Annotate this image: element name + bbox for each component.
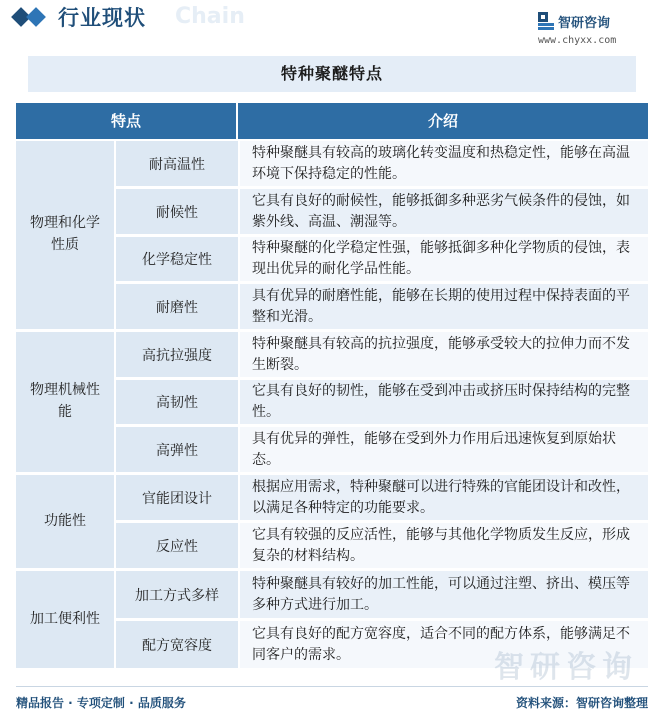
footer-slogan: 精品报告 · 专项定制 · 品质服务 xyxy=(16,696,186,710)
feature-cell: 加工方式多样 xyxy=(114,571,238,619)
footer-divider xyxy=(16,686,648,687)
category-cell: 物理机械性能 xyxy=(16,332,114,473)
page-title: 行业现状 xyxy=(58,6,146,30)
description-cell: 特种聚醚的化学稳定性强，能够抵御多种化学物质的侵蚀，表现出优异的耐化学品性能。 xyxy=(238,237,648,282)
feature-cell: 配方宽容度 xyxy=(114,621,238,669)
category-cell: 功能性 xyxy=(16,475,114,569)
brand-block xyxy=(538,10,648,50)
feature-cell: 高弹性 xyxy=(114,427,238,473)
diamond-icon-secondary xyxy=(26,7,46,27)
feature-cell: 官能团设计 xyxy=(114,475,238,521)
brand-logo-icon xyxy=(538,12,554,30)
feature-cell: 耐高温性 xyxy=(114,141,238,187)
description-cell: 它具有较强的反应活性，能够与其他化学物质发生反应，形成复杂的材料结构。 xyxy=(238,523,648,569)
feature-table xyxy=(16,103,648,669)
brand-url[interactable]: www.chyxx.com xyxy=(538,35,617,46)
feature-cell: 化学稳定性 xyxy=(114,237,238,282)
description-cell: 具有优异的弹性，能够在受到外力作用后迅速恢复到原始状态。 xyxy=(238,427,648,473)
feature-cell: 耐候性 xyxy=(114,189,238,235)
category-cell: 加工便利性 xyxy=(16,571,114,669)
description-cell: 它具有良好的耐候性，能够抵御多种恶劣气候条件的侵蚀，如紫外线、高温、潮湿等。 xyxy=(238,189,648,235)
description-cell: 具有优异的耐磨性能，能够在长期的使用过程中保持表面的平整和光滑。 xyxy=(238,284,648,330)
table-title: 特种聚醚特点 xyxy=(28,56,636,92)
feature-cell: 高抗拉强度 xyxy=(114,332,238,378)
feature-cell: 高韧性 xyxy=(114,380,238,425)
description-cell: 特种聚醚具有较高的抗拉强度，能够承受较大的拉伸力而不发生断裂。 xyxy=(238,332,648,378)
description-cell: 它具有良好的配方宽容度，适合不同的配方体系，能够满足不同客户的需求。 xyxy=(238,621,648,669)
description-cell: 它具有良好的韧性，能够在受到冲击或挤压时保持结构的完整性。 xyxy=(238,380,648,425)
description-cell: 根据应用需求，特种聚醚可以进行特殊的官能团设计和改性，以满足各种特定的功能要求。 xyxy=(238,475,648,521)
column-header-feature: 特点 xyxy=(16,103,236,139)
description-cell: 特种聚醚具有较好的加工性能，可以通过注塑、挤出、模压等多种方式进行加工。 xyxy=(238,571,648,619)
category-cell: 物理和化学性质 xyxy=(16,141,114,330)
feature-cell: 反应性 xyxy=(114,523,238,569)
column-header-intro: 介绍 xyxy=(238,103,648,139)
brand-name: 智研咨询 xyxy=(558,16,611,31)
page-footer xyxy=(0,686,664,713)
watermark: 智研咨询 xyxy=(494,650,638,685)
page-header xyxy=(0,0,664,50)
header-watermark: Chain xyxy=(175,4,245,29)
description-cell: 特种聚醚具有较高的玻璃化转变温度和热稳定性，能够在高温环境下保持稳定的性能。 xyxy=(238,141,648,187)
footer-source: 资料来源：智研咨询整理 xyxy=(515,696,648,710)
feature-cell: 耐磨性 xyxy=(114,284,238,330)
